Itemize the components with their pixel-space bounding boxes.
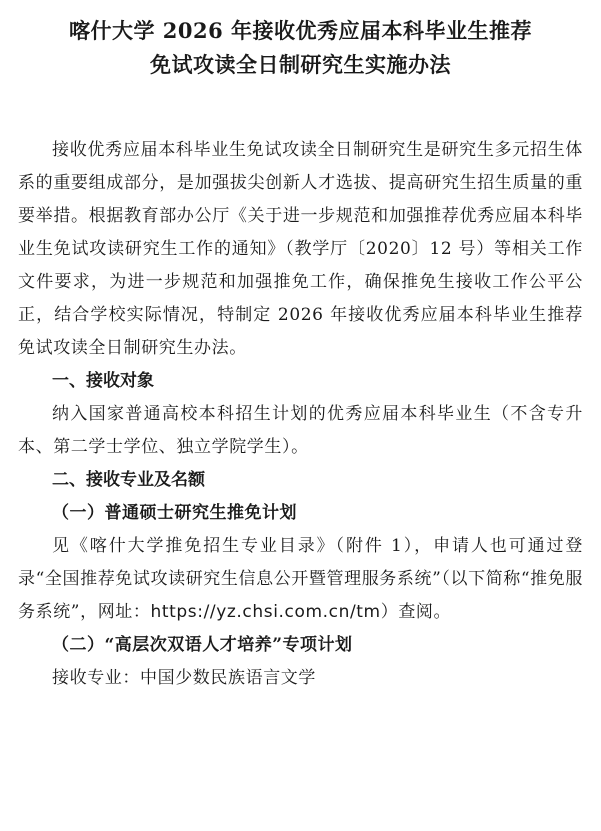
subsection-2-heading: （二）“高层次双语人才培养”专项计划 (52, 635, 353, 655)
recommendation-system-url[interactable]: https://yz.chsi.com.cn/tm (150, 602, 381, 622)
title-spacer (18, 82, 583, 134)
subsection-2-text: 接收专业：中国少数民族语言文学 (52, 668, 316, 688)
subsection-1-text-after-url: ）查阅。 (380, 602, 452, 622)
title-line-1: 喀什大学 2026 年接收优秀应届本科毕业生推荐 (68, 18, 533, 43)
subsection-1-heading: （一）普通硕士研究生推免计划 (52, 503, 297, 523)
title-line-2: 免试攻读全日制研究生实施办法 (150, 52, 451, 77)
section-2-heading: 二、接收专业及名额 (52, 470, 205, 490)
intro-paragraph: 接收优秀应届本科毕业生免试攻读全日制研究生是研究生多元招生体系的重要组成部分，是加强拔尖创新人才选拔、提高研究生招生质量的重要举措。根据教育部办公厅《关于进一步规范和加强推荐优秀应届本科毕业生免试攻读研究生工作的通知》（教学厅〔2020〕12 号）等相关工作文件要求，为进一步规范和加强推免工作，确保推免生接收工作公平公正，结合学校实际情况，特制定 2026 年接收优秀应届本科毕业生推荐免试攻读全日制研究生办法。 (18, 140, 583, 358)
section-1-text: 纳入国家普通高校本科招生计划的优秀应届本科毕业生（不含专升本、第二学士学位、独立学院学生）。 (18, 404, 583, 457)
subsection-1-text-before-url: 见《喀什大学推免招生专业目录》（附件 1），申请人也可通过登录“全国推荐免试攻读研究生信息公开暨管理服务系统”（以下简称“推免服务系统”，网址： (18, 536, 583, 622)
section-1-heading: 一、接收对象 (52, 371, 154, 391)
document-title (18, 14, 583, 82)
subsection-1-text (18, 530, 583, 629)
